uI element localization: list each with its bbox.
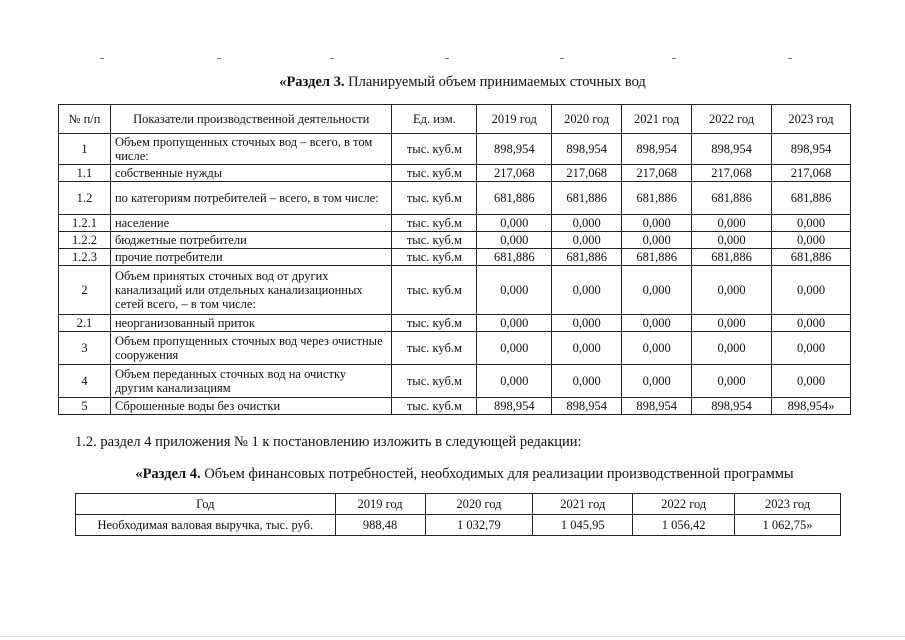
row-num: 1.2.1 xyxy=(59,215,111,232)
row-num: 1.1 xyxy=(59,165,111,182)
row-num: 3 xyxy=(59,332,111,365)
value-2023: 0,000 xyxy=(772,232,851,249)
table-row xyxy=(59,365,851,398)
value-2020: 0,000 xyxy=(552,332,622,365)
value-2020: 0,000 xyxy=(552,215,622,232)
financial-needs-table xyxy=(75,493,841,536)
row-unit: тыс. куб.м xyxy=(392,249,477,266)
table-row xyxy=(59,215,851,232)
row-num: 5 xyxy=(59,398,111,415)
table-row xyxy=(59,232,851,249)
wastewater-volume-table xyxy=(58,104,851,415)
value-2020: 681,886 xyxy=(552,182,622,215)
value-2023: 0,000 xyxy=(772,266,851,315)
row-num: 1.2.2 xyxy=(59,232,111,249)
table-row xyxy=(59,332,851,365)
col-header-2020: 2020 год xyxy=(552,105,622,134)
row-unit: тыс. куб.м xyxy=(392,165,477,182)
row-num: 2.1 xyxy=(59,315,111,332)
value-2022: 898,954 xyxy=(692,398,772,415)
table-row xyxy=(76,515,841,536)
row-unit: тыс. куб.м xyxy=(392,232,477,249)
value-2022: 898,954 xyxy=(692,134,772,165)
section4-prefix: «Раздел 4. xyxy=(135,466,201,482)
value-2022: 0,000 xyxy=(692,315,772,332)
value-2022: 681,886 xyxy=(692,249,772,266)
col-header-2019: 2019 год xyxy=(477,105,552,134)
value-2023: 681,886 xyxy=(772,182,851,215)
value-2021: 1 045,95 xyxy=(533,515,633,536)
value-2023: 217,068 xyxy=(772,165,851,182)
value-2023: 0,000 xyxy=(772,315,851,332)
table-row xyxy=(59,266,851,315)
value-2021: 0,000 xyxy=(622,232,692,249)
value-2020: 681,886 xyxy=(552,249,622,266)
value-2021: 217,068 xyxy=(622,165,692,182)
row-indicator: Сброшенные воды без очистки xyxy=(110,398,392,415)
value-2019: 0,000 xyxy=(477,315,552,332)
row-indicator: бюджетные потребители xyxy=(110,232,392,249)
value-2022: 0,000 xyxy=(692,266,772,315)
row-indicator: собственные нужды xyxy=(110,165,392,182)
amendment-paragraph: 1.2. раздел 4 приложения № 1 к постановлению изложить в следующей редакции: xyxy=(75,434,582,450)
row-indicator: Объем пропущенных сточных вод – всего, в том числе: xyxy=(110,134,392,165)
value-2022: 0,000 xyxy=(692,215,772,232)
col-header-2023: 2023 год xyxy=(735,494,841,515)
value-2021: 681,886 xyxy=(622,249,692,266)
value-2021: 898,954 xyxy=(622,134,692,165)
row-indicator: Объем пропущенных сточных вод через очистные сооружения xyxy=(110,332,392,365)
section4-heading xyxy=(12,466,905,483)
value-2019: 898,954 xyxy=(477,398,552,415)
page-edge xyxy=(0,636,905,637)
value-2022: 0,000 xyxy=(692,232,772,249)
col-header-2022: 2022 год xyxy=(692,105,772,134)
value-2020: 898,954 xyxy=(552,398,622,415)
section3-prefix: «Раздел 3. xyxy=(279,74,345,90)
table-row xyxy=(59,165,851,182)
row-unit: тыс. куб.м xyxy=(392,215,477,232)
value-2019: 0,000 xyxy=(477,232,552,249)
value-2023: 898,954» xyxy=(772,398,851,415)
row-unit: тыс. куб.м xyxy=(392,332,477,365)
row-indicator: Объем переданных сточных вод на очистку другим канализациям xyxy=(110,365,392,398)
section3-heading xyxy=(10,74,905,91)
value-2019: 0,000 xyxy=(477,365,552,398)
value-2023: 0,000 xyxy=(772,332,851,365)
col-header-indicator: Показатели производственной деятельности xyxy=(110,105,392,134)
col-header-unit: Ед. изм. xyxy=(392,105,477,134)
value-2020: 0,000 xyxy=(552,365,622,398)
row-num: 2 xyxy=(59,266,111,315)
col-header-2022: 2022 год xyxy=(633,494,735,515)
value-2020: 217,068 xyxy=(552,165,622,182)
col-header-2021: 2021 год xyxy=(533,494,633,515)
row-indicator: Объем принятых сточных вод от других канализаций или отдельных канализационных сетей всего, – в том числе: xyxy=(110,266,392,315)
row-unit: тыс. куб.м xyxy=(392,134,477,165)
row-num: 1.2.3 xyxy=(59,249,111,266)
value-2023: 1 062,75» xyxy=(735,515,841,536)
row-unit: тыс. куб.м xyxy=(392,365,477,398)
value-2021: 0,000 xyxy=(622,315,692,332)
value-2021: 0,000 xyxy=(622,365,692,398)
value-2021: 898,954 xyxy=(622,398,692,415)
table-row xyxy=(59,182,851,215)
row-indicator: по категориям потребителей – всего, в том числе: xyxy=(110,182,392,215)
value-2021: 681,886 xyxy=(622,182,692,215)
value-2019: 988,48 xyxy=(335,515,425,536)
col-header-num: № п/п xyxy=(59,105,111,134)
value-2019: 0,000 xyxy=(477,332,552,365)
row-indicator: неорганизованный приток xyxy=(110,315,392,332)
value-2022: 0,000 xyxy=(692,332,772,365)
row-label: Необходимая валовая выручка, тыс. руб. xyxy=(76,515,336,536)
value-2020: 1 032,79 xyxy=(425,515,533,536)
scan-marks xyxy=(0,58,905,62)
table-row xyxy=(59,315,851,332)
section3-title: Планируемый объем принимаемых сточных вод xyxy=(344,74,646,90)
value-2020: 0,000 xyxy=(552,315,622,332)
value-2022: 681,886 xyxy=(692,182,772,215)
table2-header-row xyxy=(76,494,841,515)
row-unit: тыс. куб.м xyxy=(392,182,477,215)
col-header-year: Год xyxy=(76,494,336,515)
table-row xyxy=(59,398,851,415)
table-row xyxy=(59,249,851,266)
section4-title: Объем финансовых потребностей, необходимых для реализации производственной программы xyxy=(200,466,794,482)
row-indicator: прочие потребители xyxy=(110,249,392,266)
col-header-2023: 2023 год xyxy=(772,105,851,134)
row-num: 1.2 xyxy=(59,182,111,215)
value-2019: 681,886 xyxy=(477,182,552,215)
value-2023: 681,886 xyxy=(772,249,851,266)
col-header-2020: 2020 год xyxy=(425,494,533,515)
value-2023: 898,954 xyxy=(772,134,851,165)
value-2021: 0,000 xyxy=(622,266,692,315)
row-indicator: население xyxy=(110,215,392,232)
value-2022: 0,000 xyxy=(692,365,772,398)
value-2020: 0,000 xyxy=(552,266,622,315)
value-2021: 0,000 xyxy=(622,332,692,365)
value-2020: 898,954 xyxy=(552,134,622,165)
row-num: 1 xyxy=(59,134,111,165)
row-num: 4 xyxy=(59,365,111,398)
row-unit: тыс. куб.м xyxy=(392,315,477,332)
value-2019: 0,000 xyxy=(477,266,552,315)
value-2019: 681,886 xyxy=(477,249,552,266)
value-2019: 0,000 xyxy=(477,215,552,232)
col-header-2019: 2019 год xyxy=(335,494,425,515)
value-2022: 217,068 xyxy=(692,165,772,182)
value-2019: 898,954 xyxy=(477,134,552,165)
row-unit: тыс. куб.м xyxy=(392,266,477,315)
value-2023: 0,000 xyxy=(772,215,851,232)
table1-header-row xyxy=(59,105,851,134)
col-header-2021: 2021 год xyxy=(622,105,692,134)
table-row xyxy=(59,134,851,165)
value-2022: 1 056,42 xyxy=(633,515,735,536)
value-2023: 0,000 xyxy=(772,365,851,398)
value-2020: 0,000 xyxy=(552,232,622,249)
value-2019: 217,068 xyxy=(477,165,552,182)
row-unit: тыс. куб.м xyxy=(392,398,477,415)
value-2021: 0,000 xyxy=(622,215,692,232)
